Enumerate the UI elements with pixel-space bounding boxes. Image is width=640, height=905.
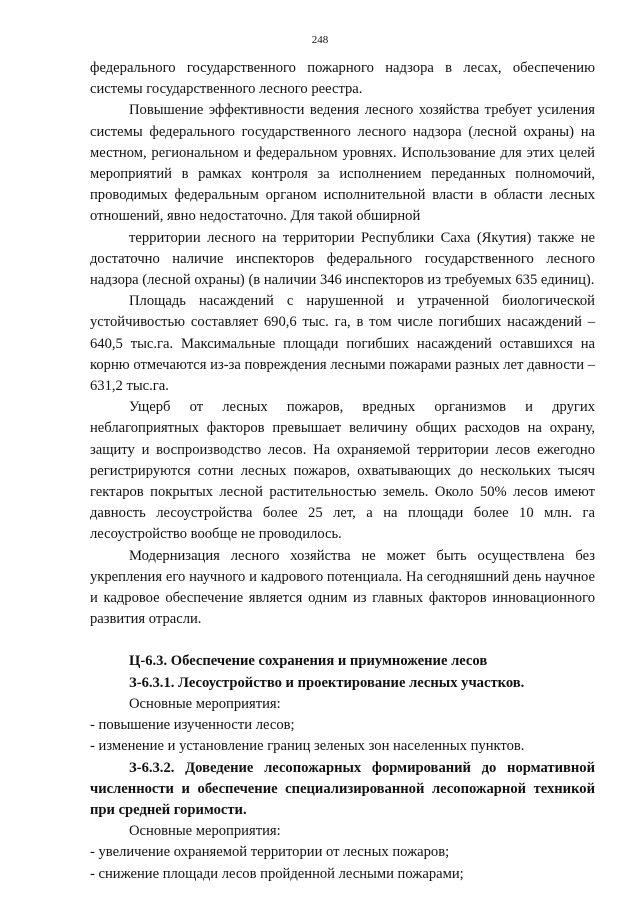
document-body bbox=[90, 58, 595, 885]
list-item: - повышение изученности лесов; bbox=[90, 717, 295, 734]
spacer bbox=[90, 630, 595, 651]
section-heading-z-6-3-1: З-6.3.1. Лесоустройство и проектирование лесных участков. bbox=[129, 674, 525, 691]
list-item: - снижение площади лесов пройденной лесными пожарами; bbox=[90, 865, 464, 882]
section-heading-z-6-3-2: З-6.3.2. Доведение лесопожарных формирований до нормативной численности и обеспечение специализированной лесопожарной техникой при средней горимости. bbox=[90, 759, 595, 818]
measures-label-2: Основные мероприятия: bbox=[129, 823, 281, 840]
section-heading-c-6-3: Ц-6.3. Обеспечение сохранения и приумножение лесов bbox=[129, 653, 488, 670]
paragraph-fire-damage: Ущерб от лесных пожаров, вредных организмов и других неблагоприятных факторов превышает величину общих расходов на охрану, защиту и воспроизводство лесов. На охраняемой территории лесов ежегодно регистрируются сотни лесных пожаров, охватывающих до нескольких тысяч гектаров покрытых лесной растительностью земель. Около 50% лесов имеют давность лесоустройства более 25 лет, а на площади более 10 млн. га лесоустройство вообще не проводилось. bbox=[90, 399, 595, 543]
paragraph-fire-supervision: федерального государственного пожарного надзора в лесах, обеспечению системы государственного лесного реестра. bbox=[90, 60, 595, 98]
paragraph-efficiency: Повышение эффективности ведения лесного хозяйства требует усиления системы федерального государственного лесного надзора (лесной охраны) на местном, региональном и федеральном уровнях. Использование для этих целей мероприятий в рамках контроля за исполнением переданных полномочий, проводимых федеральным органом исполнительной власти в области лесных отношений, явно недостаточно. Для такой обширной bbox=[90, 102, 595, 225]
paragraph-inspectors: территории лесного на территории Республики Саха (Якутия) также не достаточно наличие инспекторов федерального государственного лесного надзора (лесной охраны) (в наличии 346 инспекторов из требуемых 635 единиц). bbox=[90, 229, 595, 289]
list-item: - увеличение охраняемой территории от лесных пожаров; bbox=[90, 844, 450, 861]
list-item: - изменение и установление границ зеленых зон населенных пунктов. bbox=[90, 738, 525, 755]
paragraph-damaged-stands: Площадь насаждений с нарушенной и утраченной биологической устойчивостью составляет 690,6 тыс. га, в том числе погибших насаждений – 640,5 тыс.га. Максимальные площади погибших насаждений оставшихся на корню отмечаются из-за повреждения лесными пожарами разных лет давности – 631,2 тыс.га. bbox=[90, 293, 595, 395]
page-number: 248 bbox=[311, 34, 329, 46]
paragraph-modernization: Модернизация лесного хозяйства не может быть осуществлена без укрепления его научного и кадрового потенциала. На сегодняшний день научное и кадровое обеспечение является одним из главных факторов инновационного развития отрасли. bbox=[90, 547, 595, 628]
measures-label-1: Основные мероприятия: bbox=[129, 695, 281, 712]
